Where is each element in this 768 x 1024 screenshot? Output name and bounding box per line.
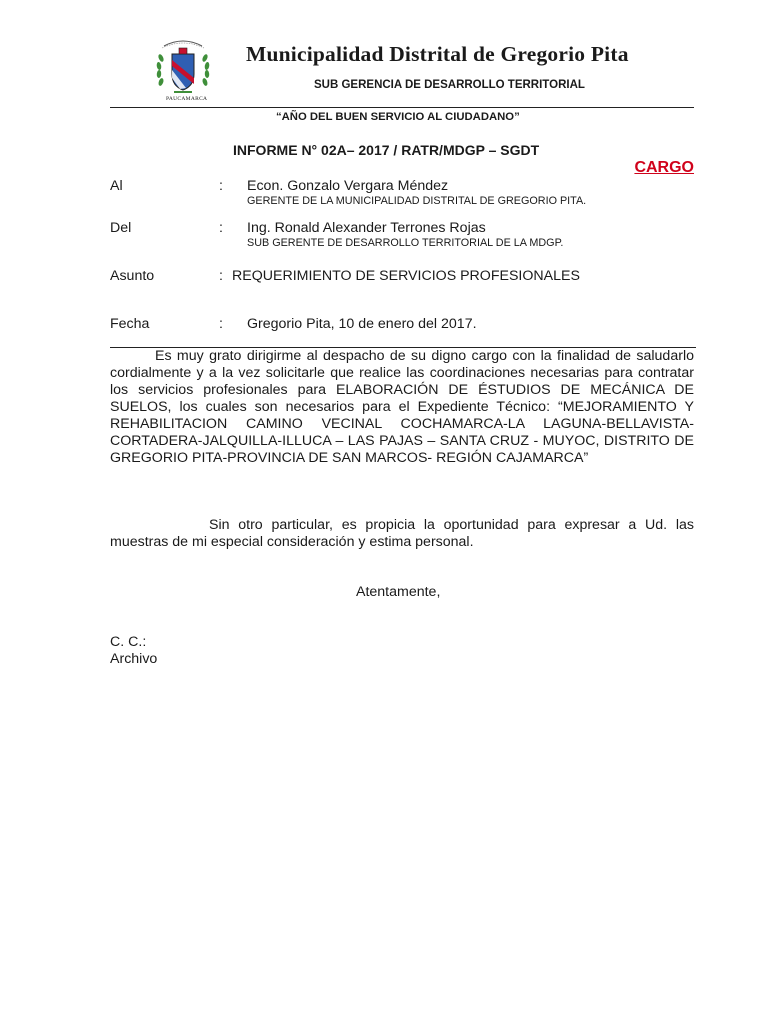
to-colon: : (219, 178, 223, 194)
subject-label: Asunto (110, 268, 155, 284)
body-paragraph-1: Es muy grato dirigirme al despacho de su digno cargo con la finalidad de saludarlo cordialmente y a la vez solicitarle que realice las coordinaciones necesarias para contratar los servicios profesionales para ELABORACIÓN DE ÉSTUDIOS DE MECÁNICA DE SUELOS, los cuales son necesarios para el Expediente Técnico: “MEJORAMIENTO Y REHABILITACION CAMINO VECINAL COCHAMARCA-LA LAGUNA-BELLAVISTA-CORTADERA-JALQUILLA-ILLUCA – LAS PAJAS – SANTA CRUZ - MUYOC, DISTRITO DE GREGORIO PITA-PROVINCIA DE SAN MARCOS- REGIÓN CAJAMARCA” (110, 348, 694, 466)
from-position: SUB GERENTE DE DESARROLLO TERRITORIAL DE LA MDGP. (247, 237, 564, 249)
subject-colon: : (219, 268, 223, 284)
department-subtitle: SUB GERENCIA DE DESARROLLO TERRITORIAL (314, 79, 585, 91)
municipality-logo (152, 34, 214, 106)
archive-label: Archivo (110, 651, 158, 667)
report-number: INFORME N° 02A– 2017 / RATR/MDGP – SGDT (233, 142, 540, 158)
date-value: Gregorio Pita, 10 de enero del 2017. (247, 316, 477, 332)
year-motto: “AÑO DEL BUEN SERVICIO AL CIUDADANO” (276, 111, 520, 123)
body-paragraph-2: Sin otro particular, es propicia la oportunidad para expresar a Ud. las muestras de mi especial consideración y estima personal. (110, 517, 694, 550)
cc-label: C. C.: (110, 634, 147, 650)
cargo-stamp: CARGO (634, 159, 694, 176)
header-divider (110, 107, 694, 108)
to-name: Econ. Gonzalo Vergara Méndez (247, 178, 449, 194)
date-colon: : (219, 316, 223, 332)
to-position: GERENTE DE LA MUNICIPALIDAD DISTRITAL DE GREGORIO PITA. (247, 195, 587, 207)
municipality-title: Municipalidad Distrital de Gregorio Pita (246, 42, 629, 66)
to-label: Al (110, 178, 123, 194)
from-label: Del (110, 220, 132, 236)
logo-caption: PAUCAMARCA (166, 96, 208, 102)
date-label: Fecha (110, 316, 150, 332)
from-name: Ing. Ronald Alexander Terrones Rojas (247, 220, 486, 236)
subject-value: REQUERIMIENTO DE SERVICIOS PROFESIONALES (232, 268, 580, 284)
from-colon: : (219, 220, 223, 236)
closing-salutation: Atentamente, (356, 584, 441, 600)
